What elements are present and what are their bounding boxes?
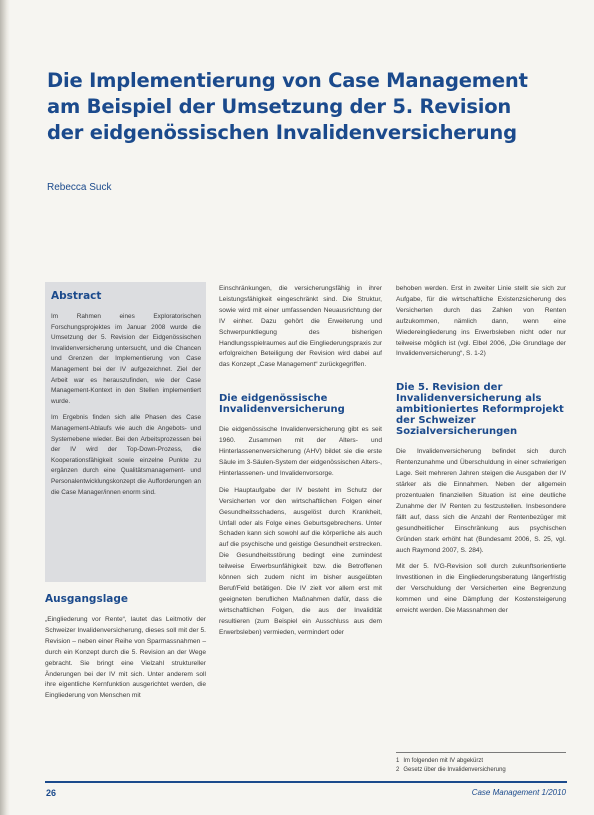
section-paragraph: behoben werden. Erst in zweiter Linie stellt sie sich zur Aufgabe, für die wirtschaftliche Existenzsicherung des Versicherten durch das Zahlen von Renten aufzukommen, nämlich dann, wenn eine Wiedereingliederung ins Erwerbsleben nicht oder nur teilweise möglich ist (vgl. Elbel 2006, „Die Grundlage der Invalidenversicherung“, S. 1-2) [396, 285, 566, 358]
abstract-body [51, 312, 201, 498]
footnote [396, 757, 566, 766]
section-paragraph: Die eidgenössische Invalidenversicherung gibt es seit 1960. Zusammen mit der Alters- und Hinterlassenenversicherung (AHV) bildet sie die erste Säule im 3-Säulen-System der eidgenössischen Alters-, Hinterlassenen- und Invalidenvorsorge. [219, 426, 382, 477]
abstract-paragraph: Im Rahmen eines Exploratorischen Forschungsprojektes im Januar 2008 wurde die Umsetzung der 5. Revision der Eidgenössischen Invalidenversicherung untersucht, und die Chancen und Grenzen der Implementierung von Case Management bei der IV aufgezeichnet. Ziel der Arbeit war es herauszufinden, wie der Case Management-Kontext in den Stellen implementiert wurde. [51, 313, 201, 405]
abstract-paragraph: Im Ergebnis finden sich alle Phasen des Case Management-Ablaufs wie auch die Angebots- und Systemebene wieder. Bei den Arbeitsprozessen bei der IV wird der Top-Down-Prozess, die Kooperationsfähigkeit sowie einzelne Punkte zu ergänzen durch eine Qualitätsmanagement- und Personalentwicklungskonzept die Aufforderungen an die Case Manager/innen enorm sind. [51, 414, 201, 496]
page-number: 26 [46, 788, 57, 798]
section-paragraph: Die Invalidenversicherung befindet sich durch Rentenzunahme und Überschuldung in einer schwierigen Lage. Seit mehreren Jahren steigen die Ausgaben der IV stärker als die Einnahmen. Neben der allgemein prozentualen finanziellen Situation ist eine deutliche Zunahme der IV Renten zu festzustellen. Insbesondere fällt auf, dass sich die Anzahl der Rentenbezüger mit gesundheitlicher Einschränkung aus psychischen Gründen stark erhöht hat (Bundesamt 2006, S. 25, vgl. auch Raymond 2007, S. 284). [396, 448, 566, 554]
section-paragraph: Einschränkungen, die versicherungsfähig in ihrer Leistungsfähigkeit eingeschränkt sind. Die Struktur, sowie wird mit einer umfassenden Neuausrichtung der IV einher. Dazu gehört die Erweiterung und Schwerpunktlegung des bisherigen Handlungsspielraumes auf die Eingliederungspraxis zur erfolgreichen Beteiligung der Revision wird dabei auf das Konzept „Case Management“ zurückgegriffen. [219, 285, 382, 369]
footnote-number: 1 [396, 758, 400, 764]
footnote-text: Gesetz über die Invalidenversicherung [403, 767, 506, 773]
journal-name: Case Management 1/2010 [471, 788, 566, 797]
abstract-heading: Abstract [51, 290, 102, 302]
section-heading-invalidenversicherung: Die eidgenössische Invalidenversicherung [219, 393, 345, 416]
abstract-box [45, 282, 206, 582]
footnote-text: Im folgenden mit IV abgekürzt [403, 758, 484, 764]
article-title [47, 68, 567, 146]
section-paragraph: Mit der 5. IVG-Revision soll durch zukunftsorientierte Investitionen in die Eingliederungsberatung längerfristig der Verschuldung der Versicherten eine Begrenzung kommen und eine Dämpfung der Kostensteigerung erreicht werden. Die Massnahmen der [396, 563, 566, 615]
footnote-number: 2 [396, 767, 400, 773]
title-line-2: am Beispiel der Umsetzung der 5. Revision [47, 95, 512, 118]
footnotes [396, 752, 566, 775]
column-2 [219, 284, 382, 638]
section-heading-ausgangslage: Ausgangslage [45, 593, 129, 605]
section-paragraph: „Eingliederung vor Rente“, lautet das Leitmotiv der Schweizer Invalidenversicherung, dieses soll mit der 5. Revision – neben einer Reihe von Sparmassnahmen – durch ein Konzept durch die 5. Revision an der Wege gebracht. Sie bringt eine Vielzahl struktureller Änderungen bei der IV mit sich. Unter anderem soll ihre eigentliche Kernfunktion ausgerichtet werden, die Eingliederung von Menschen mit [45, 616, 206, 700]
title-line-3: der eidgenössischen Invalidenversicherung [47, 121, 517, 144]
column-1-lower [45, 594, 206, 702]
author-name: Rebecca Suck [47, 182, 112, 193]
footnote [396, 766, 566, 775]
title-line-1: Die Implementierung von Case Management [47, 69, 528, 92]
footer-rule [45, 781, 567, 783]
section-heading-5-revision: Die 5. Revision der Invalidenversicherung als ambitioniertes Reformprojekt der Schweizer Sozialversicherungen [396, 382, 564, 438]
page-edge-shadow [0, 0, 10, 815]
section-paragraph: Die Hauptaufgabe der IV besteht im Schutz der Versicherten vor den wirtschaftlichen Folgen einer Gesundheitsschadens, ausgelöst durch Krankheit, Unfall oder als Folge eines Geburtsgebrechens. Unter Schaden kann sich sowohl auf die körperliche als auch auf die psychische und geistige Gesundheit erstrecken. Die Gesundheitsstörung bedingt eine zumindest teilweise Erwerbsunfähigkeit bzw. die Betroffenen können sich zudem nicht im bisher ausgeübten Beruf/Feld betätigen. Die IV zielt vor allem erst mit geeigneten beruflichen Maßnahmen dafür, dass die wirtschaftlichen Folgen, die aus der Invalidität resultieren (zum Beispiel ein Ausschluss aus dem Erwerbsleben) vermieden, vermindert oder [219, 486, 382, 636]
column-3 [396, 284, 566, 617]
